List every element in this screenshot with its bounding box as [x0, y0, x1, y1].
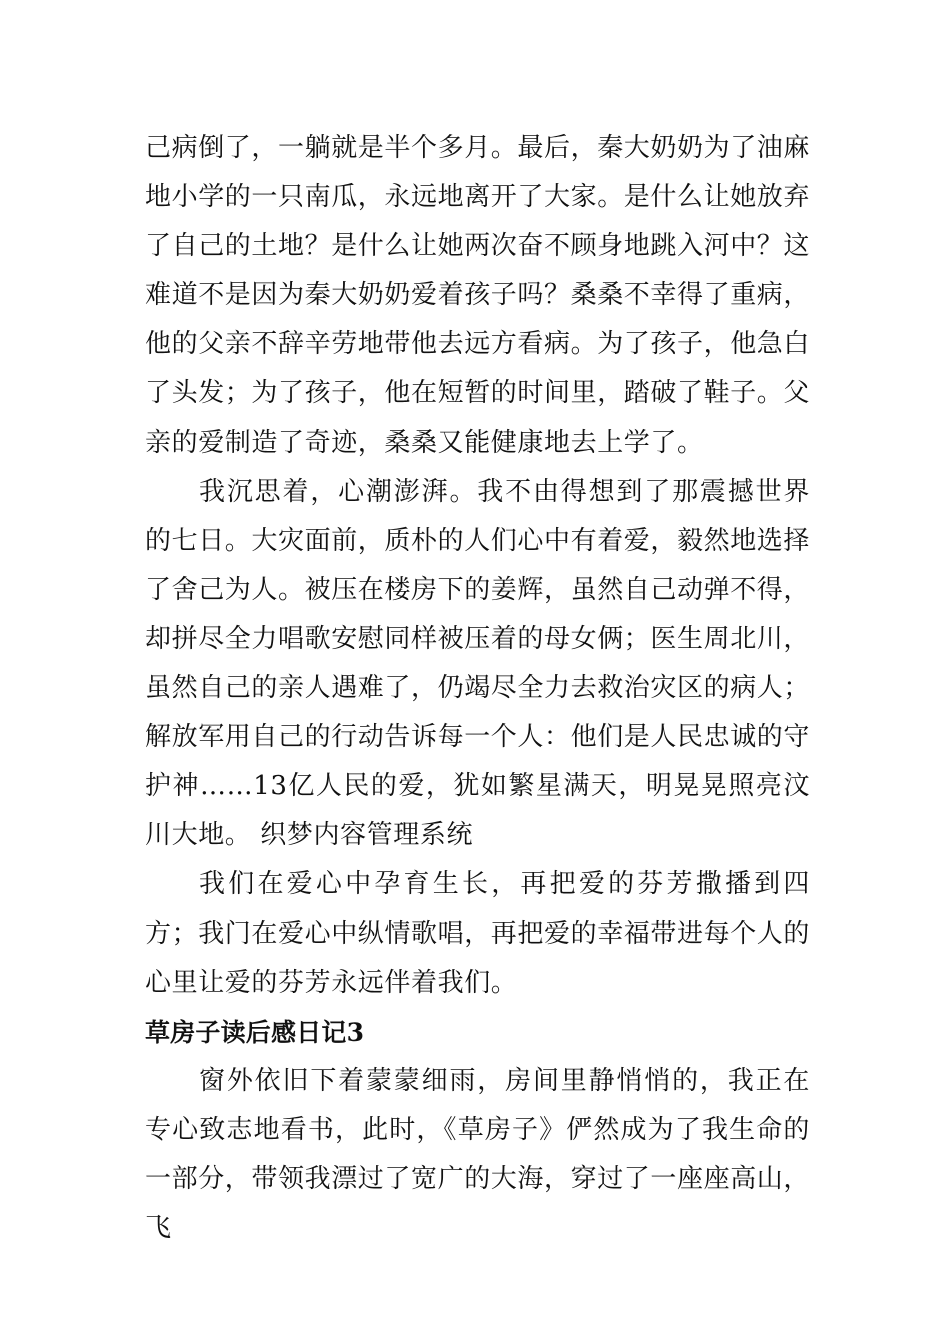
body-paragraph-2: 我沉思着，心潮澎湃。我不由得想到了那震撼世界的七日。大灾面前，质朴的人们心中有着爱，毅然地选择了舍己为人。被压在楼房下的姜辉，虽然自己动弹不得，却拼尽全力唱歌安慰同样被压着的母女俩；医生周北川，虽然自己的亲人遇难了，仍竭尽全力去救治灾区的病人；解放军用自己的行动告诉每一个人：他们是人民忠诚的守护神……13亿人民的爱，犹如繁星满天，明晃晃照亮汶川大地。 织梦内容管理系统	[145, 476, 811, 851]
document-page	[145, 124, 810, 1253]
body-paragraph-1: 己病倒了，一躺就是半个多月。最后，秦大奶奶为了油麻地小学的一只南瓜，永远地离开了大家。是什么让她放弃了自己的土地？是什么让她两次奋不顾身地跳入河中？这难道不是因为秦大奶奶爱着孩子吗？桑桑不幸得了重病，他的父亲不辞辛劳地带他去远方看病。为了孩子，他急白了头发；为了孩子，他在短暂的时间里，踏破了鞋子。父亲的爱制造了奇迹，桑桑又能健康地去上学了。	[145, 133, 811, 458]
body-paragraph-3: 我们在爱心中孕育生长，再把爱的芬芳撒播到四方；我门在爱心中纵情歌唱，再把爱的幸福带进每个人的心里让爱的芬芳永远伴着我们。	[145, 869, 811, 998]
section-heading: 草房子读后感日记3	[145, 1017, 365, 1047]
body-paragraph-4: 窗外依旧下着蒙蒙细雨，房间里静悄悄的，我正在专心致志地看书，此时，《草房子》俨然成为了我生命的一部分，带领我漂过了宽广的大海，穿过了一座座高山，飞	[145, 1065, 811, 1244]
